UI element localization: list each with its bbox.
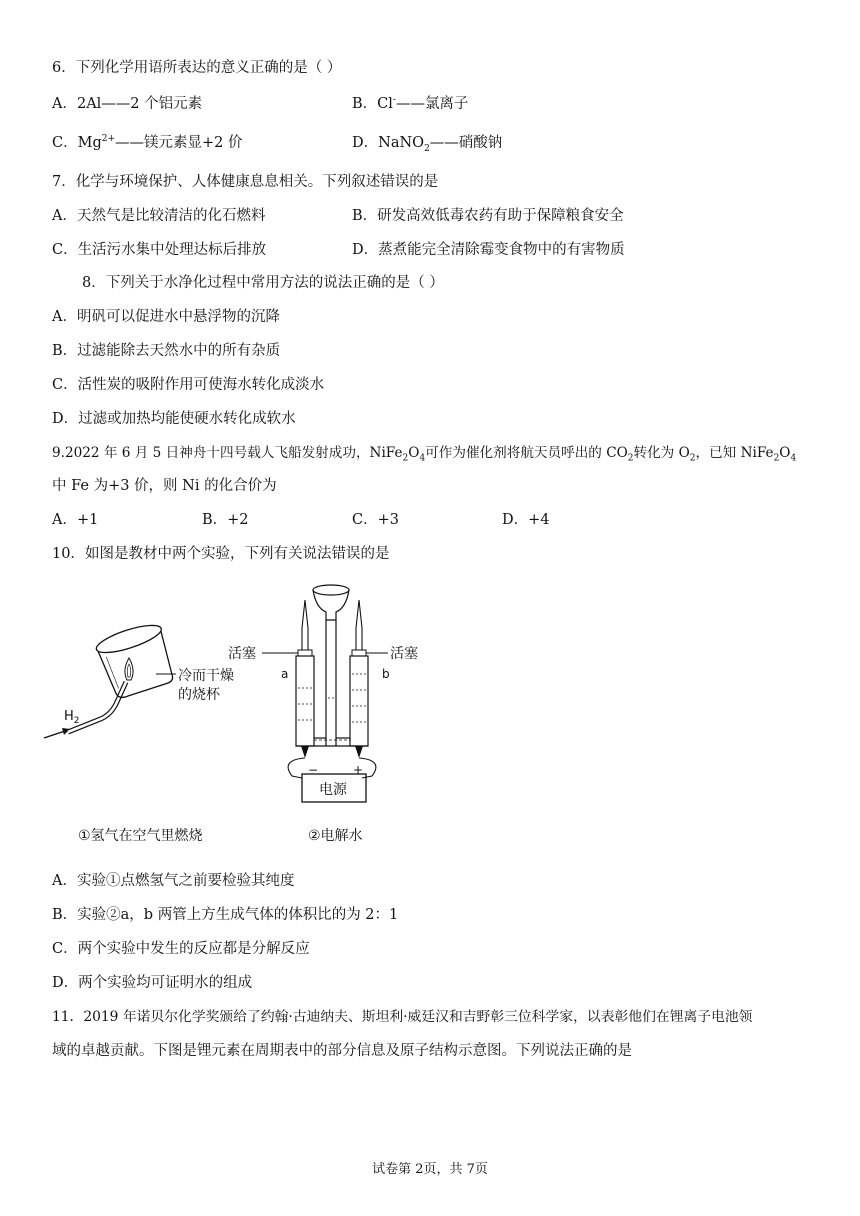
q9-option-b: B．+2 — [202, 512, 249, 528]
electrode-minus-label: − — [308, 763, 319, 777]
q7-stem: 7．化学与环境保护、人体健康息息相关。下列叙述错误的是 — [52, 174, 439, 190]
q6-stem: 6．下列化学用语所表达的意义正确的是（ ） — [52, 60, 342, 76]
q9-option-d: D．+4 — [502, 512, 550, 528]
q6-option-d: D．NaNO$_2$——硝酸钠 — [352, 135, 503, 154]
q7-option-a: A．天然气是比较清洁的化石燃料 — [52, 208, 266, 224]
q6-option-a: A．2Al——2 个铝元素 — [52, 96, 203, 112]
q6-option-b: B．Cl-——氯离子 — [352, 95, 469, 112]
caption-hydrogen-burning: ①氢气在空气里燃烧 — [78, 828, 203, 844]
q7-option-d: D．蒸煮能完全清除霉变食物中的有害物质 — [352, 242, 625, 258]
electrolysis-apparatus — [262, 585, 388, 802]
q10-option-a: A．实验①点燃氢气之前要检验其纯度 — [52, 873, 295, 889]
tube-b-label: b — [382, 667, 390, 681]
q8-option-c: C．活性炭的吸附作用可使海水转化成淡水 — [52, 377, 325, 393]
beaker-label-line2: 的烧杯 — [178, 687, 220, 703]
q9-option-a: A．+1 — [52, 512, 99, 528]
q10-option-c: C．两个实验中发生的反应都是分解反应 — [52, 941, 310, 957]
q9-stem-line2: 中 Fe 为+3 价，则 Ni 的化合价为 — [52, 478, 277, 494]
q9-option-c: C．+3 — [352, 512, 399, 528]
q10-option-d: D．两个实验均可证明水的组成 — [52, 975, 253, 991]
q10-stem: 10．如图是教材中两个实验，下列有关说法错误的是 — [52, 546, 390, 562]
caption-electrolysis: ②电解水 — [308, 828, 363, 844]
page-footer: 试卷第 2页，共 7页 — [372, 1162, 488, 1177]
q9-stem-line1: 9.2022 年 6 月 5 日神舟十四号载人飞船发射成功，$NiFe_2O_4$可作为催化剂将航天员呼出的 $CO_2$转化为 $O_2$，已知 $NiFe_2O_4$ — [52, 445, 797, 464]
beaker-label-line1: 冷而干燥 — [178, 668, 234, 684]
power-source-label: 电源 — [319, 782, 347, 798]
q10-option-b: B．实验②a，b 两管上方生成气体的体积比的为 2：1 — [52, 907, 399, 923]
q8-option-a: A．明矾可以促进水中悬浮物的沉降 — [52, 309, 280, 325]
valve-left-label: 活塞 — [228, 646, 256, 662]
electrode-plus-label: + — [353, 763, 364, 777]
q7-option-c: C．生活污水集中处理达标后排放 — [52, 242, 267, 258]
experiment-figure — [40, 578, 480, 848]
q8-stem: 8．下列关于水净化过程中常用方法的说法正确的是（ ） — [82, 275, 444, 291]
q11-stem-line2: 域的卓越贡献。下图是锂元素在周期表中的部分信息及原子结构示意图。下列说法正确的是 — [52, 1043, 632, 1059]
tube-a-label: a — [281, 667, 289, 681]
q8-option-b: B．过滤能除去天然水中的所有杂质 — [52, 343, 281, 359]
valve-right-label: 活塞 — [390, 646, 418, 662]
h2-label: $H_2$ — [64, 709, 80, 726]
q7-option-b: B．研发高效低毒农药有助于保障粮食安全 — [352, 208, 624, 224]
q11-stem-line1: 11．2019 年诺贝尔化学奖颁给了约翰·古迪纳夫、斯坦利·威廷汉和吉野彰三位科学家，以表彰他们在锂离子电池领 — [52, 1009, 753, 1025]
q8-option-d: D．过滤或加热均能使硬水转化成软水 — [52, 411, 296, 427]
q6-option-c: C．$Mg^{2+}——$镁元素显+2 价 — [52, 134, 243, 151]
